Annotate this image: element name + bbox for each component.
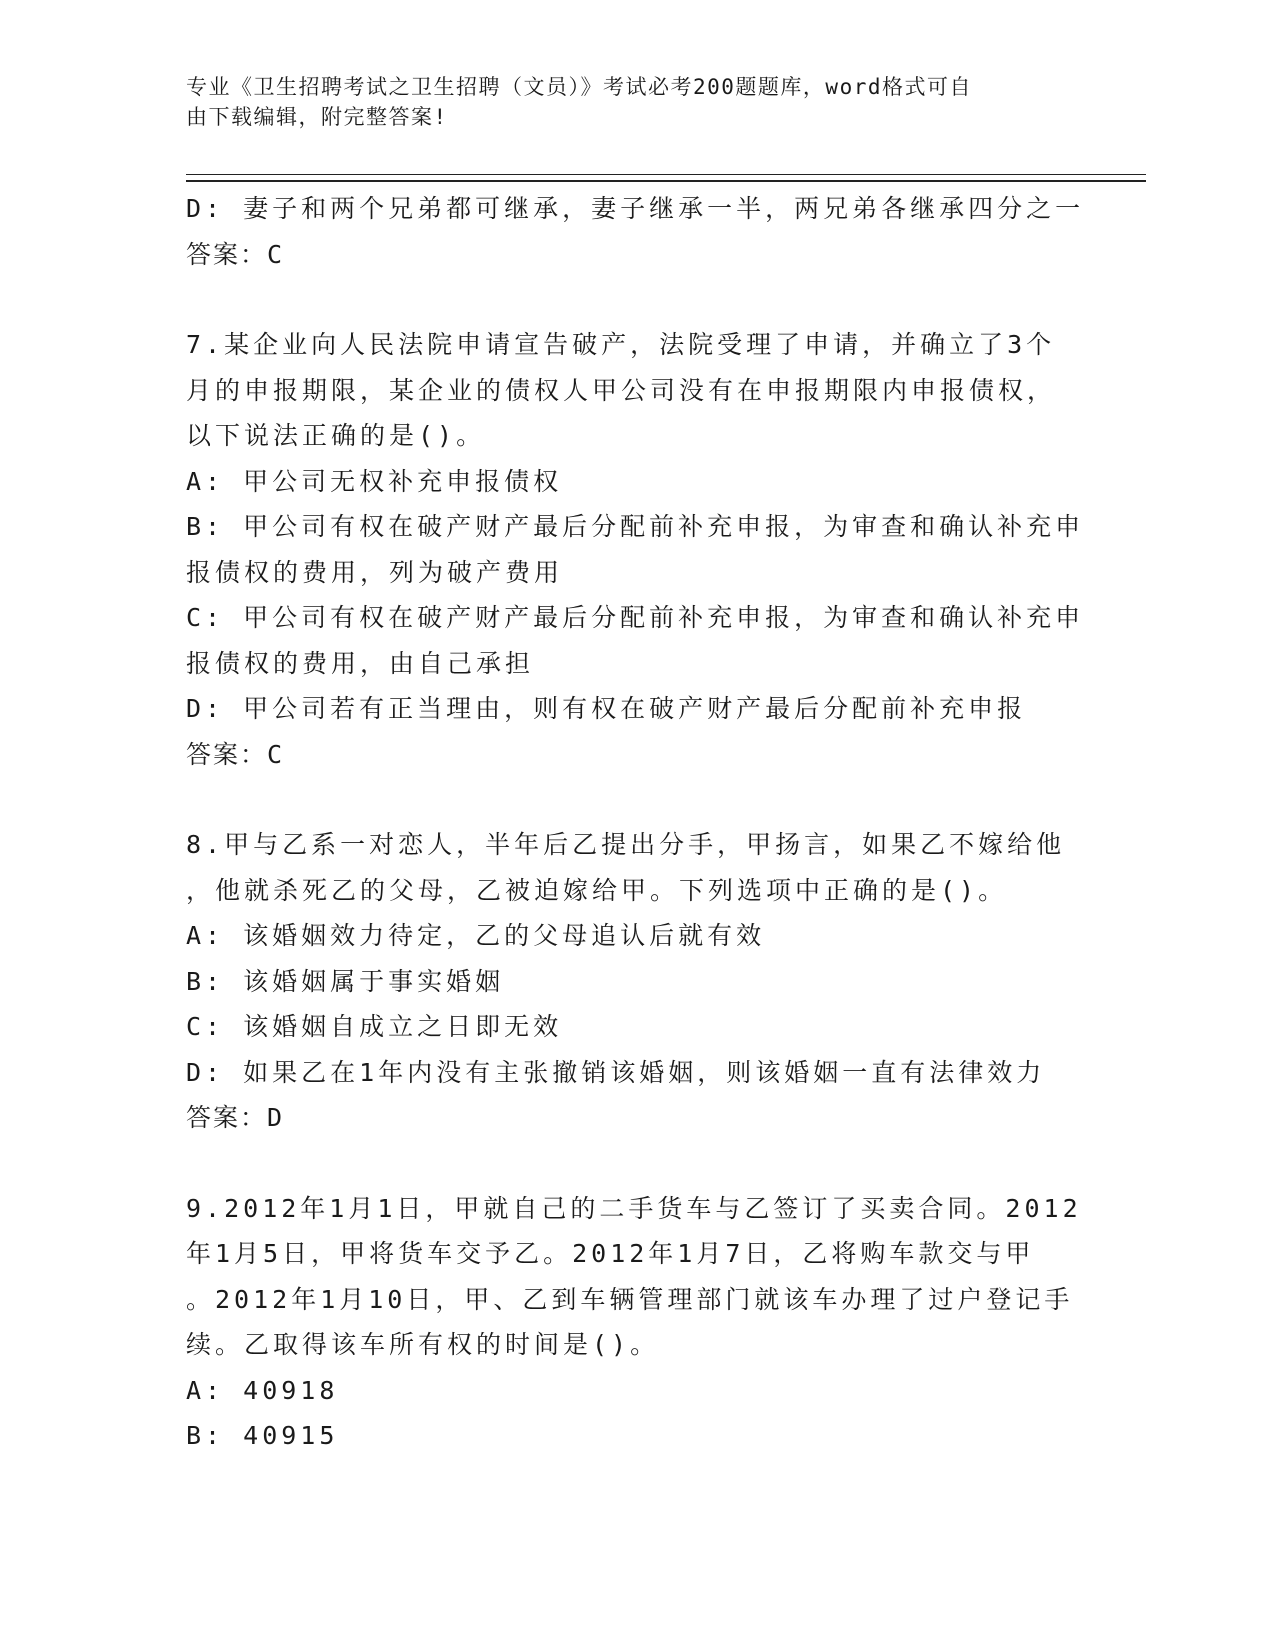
header-line-2: 由下载编辑，附完整答案! — [186, 105, 448, 129]
question-stem: 7.某企业向人民法院申请宣告破产，法院受理了申请，并确立了3个 — [186, 330, 1056, 359]
option-b: B: 甲公司有权在破产财产最后分配前补充申报，为审查和确认补充申 — [186, 512, 1085, 541]
option-a: A: 该婚姻效力待定，乙的父母追认后就有效 — [186, 921, 766, 950]
option-c-cont: 报债权的费用，由自己承担 — [186, 648, 535, 678]
document-body — [186, 186, 1085, 1459]
option-a: A: 40918 — [186, 1375, 339, 1405]
option-d: D: 妻子和两个兄弟都可继承，妻子继承一半，两兄弟各继承四分之一 — [186, 194, 1085, 223]
header-line-1: 专业《卫生招聘考试之卫生招聘（文员）》考试必考200题题库，word格式可自 — [186, 75, 972, 99]
question-9 — [186, 1186, 1082, 1459]
option-b-cont: 报债权的费用，列为破产费用 — [186, 557, 564, 587]
header-divider-thick — [186, 180, 1146, 182]
document-header — [186, 72, 1066, 132]
option-d: D: 甲公司若有正当理由，则有权在破产财产最后分配前补充申报 — [186, 694, 1027, 723]
option-a: A: 甲公司无权补充申报债权 — [186, 466, 563, 496]
question-stem: 以下说法正确的是()。 — [186, 421, 486, 450]
question-stem: 8.甲与乙系一对恋人，半年后乙提出分手，甲扬言，如果乙不嫁给他 — [186, 830, 1066, 859]
option-b: B: 40915 — [186, 1421, 339, 1450]
spacer — [186, 1141, 1066, 1186]
question-stem: ，他就杀死乙的父母，乙被迫嫁给甲。下列选项中正确的是()。 — [186, 875, 1008, 905]
option-d: D: 如果乙在1年内没有主张撤销该婚姻，则该婚姻一直有法律效力 — [186, 1057, 1046, 1087]
answer-line: 答案：C — [186, 739, 285, 769]
question-8 — [186, 822, 1066, 1141]
question-stem: 。2012年1月10日，甲、乙到车辆管理部门就该车办理了过户登记手 — [186, 1284, 1074, 1314]
spacer — [186, 777, 1066, 822]
answer-line: 答案：C — [186, 239, 285, 269]
question-stem: 年1月5日，甲将货车交予乙。2012年1月7日，乙将购车款交与甲 — [186, 1239, 1035, 1268]
answer-line: 答案：D — [186, 1103, 285, 1132]
question-7 — [186, 322, 1085, 777]
option-c: C: 该婚姻自成立之日即无效 — [186, 1012, 563, 1041]
header-divider-thin — [186, 174, 1146, 175]
question-prev-tail — [186, 186, 1085, 277]
question-stem: 9.2012年1月1日，甲就自己的二手货车与乙签订了买卖合同。2012 — [186, 1193, 1082, 1223]
question-stem: 续。乙取得该车所有权的时间是()。 — [186, 1330, 660, 1359]
question-stem: 月的申报期限，某企业的债权人甲公司没有在申报期限内申报债权， — [186, 375, 1057, 405]
option-b: B: 该婚姻属于事实婚姻 — [186, 966, 505, 996]
spacer — [186, 277, 1066, 322]
option-c: C: 甲公司有权在破产财产最后分配前补充申报，为审查和确认补充申 — [186, 603, 1085, 632]
